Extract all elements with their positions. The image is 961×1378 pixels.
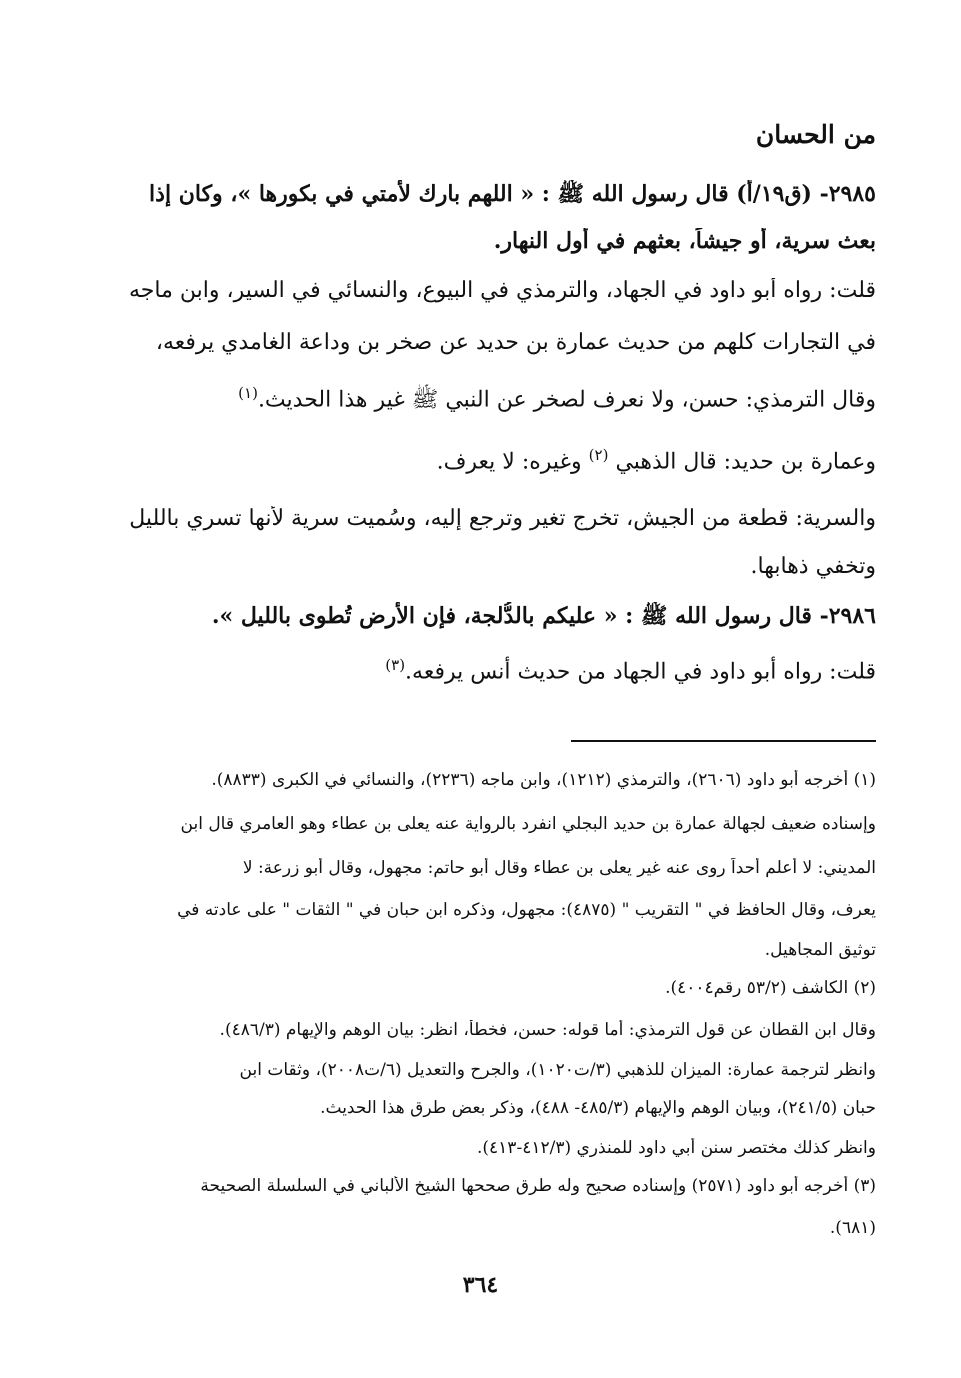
hadith-2985-line-1: ٢٩٨٥- (ق١٩/أ) قال رسول الله ﷺ : « اللهم بارك لأمتي في بكورها »، وكان إذا bbox=[149, 181, 876, 207]
commentary-2985-line-2: في التجارات كلهم من حديث عمارة بن حديد عن صخر بن وداعة الغامدي يرفعه، bbox=[155, 330, 876, 355]
footnote-ref-2: (٢) bbox=[588, 446, 609, 464]
commentary-2985-line-1: قلت: رواه أبو داود في الجهاد، والترمذي في البيوع، والنسائي في السير، وابن ماجه bbox=[129, 278, 876, 303]
commentary-text: وقال الترمذي: حسن، ولا نعرف لصخر عن النبي ﷺ غير هذا الحديث. bbox=[257, 387, 876, 413]
commentary-2986-line-1 bbox=[96, 656, 876, 684]
footnote-1-line-2: وإسناده ضعيف لجهالة عمارة بن حديد البجلي انفرد بالرواية عنه يعلى بن عطاء وهو العامري قال ابن bbox=[180, 814, 876, 834]
footnote-3-line-2: (٦٨١). bbox=[829, 1218, 876, 1238]
section-heading: من الحسان bbox=[755, 120, 876, 149]
page-number: ٣٦٤ bbox=[462, 1272, 499, 1298]
commentary-text: قلت: رواه أبو داود في الجهاد من حديث أنس يرفعه. bbox=[405, 659, 876, 685]
footnote-divider bbox=[571, 740, 876, 742]
footnote-2-line-3: وانظر لترجمة عمارة: الميزان للذهبي (٣/ت١٠٢٠)، والجرح والتعديل (٦/ت٢٠٠٨)، وثقات ابن bbox=[239, 1060, 876, 1080]
footnote-ref-1: (١) bbox=[238, 384, 258, 402]
footnote-3-line-1: (٣) أخرجه أبو داود (٢٥٧١) وإسناده صحيح وله طرق صححها الشيخ الألباني في السلسلة الصحيحة bbox=[200, 1176, 876, 1196]
commentary-text: وعمارة بن حديد: قال الذهبي bbox=[615, 449, 876, 475]
commentary-2985-line-3 bbox=[96, 384, 876, 417]
footnote-1-line-3: المديني: لا أعلم أحداً روى عنه غير يعلى بن عطاء وقال أبو حاتم: مجهول، وقال أبو زرعة: لا bbox=[242, 858, 876, 878]
commentary-2985-line-6: وتخفي ذهابها. bbox=[750, 554, 876, 579]
commentary-text: وغيره: لا يعرف. bbox=[436, 449, 582, 475]
commentary-2985-line-4 bbox=[96, 446, 876, 474]
hadith-2986-line-1: ٢٩٨٦- قال رسول الله ﷺ : « عليكم بالدُّلجة، فإن الأرض تُطوى بالليل ». bbox=[211, 603, 876, 629]
footnote-ref-3: (٣) bbox=[385, 656, 406, 674]
footnote-1-line-4: يعرف، وقال الحافظ في " التقريب " (٤٨٧٥): مجهول، وذكره ابن حبان في " الثقات " على عادته في bbox=[177, 900, 876, 920]
footnote-2-line-5: وانظر كذلك مختصر سنن أبي داود للمنذري (٤١٢/٣-٤١٣). bbox=[477, 1138, 876, 1158]
footnote-1-line-5: توثيق المجاهيل. bbox=[764, 940, 876, 960]
footnote-2-line-4: حبان (٢٤١/٥)، وبيان الوهم والإيهام (٤٨٥/٣- ٤٨٨)، وذكر بعض طرق هذا الحديث. bbox=[320, 1098, 876, 1118]
footnote-2-line-1: (٢) الكاشف (٥٣/٢ رقم٤٠٠٤). bbox=[665, 978, 876, 998]
footnote-1-line-1: (١) أخرجه أبو داود (٢٦٠٦)، والترمذي (١٢١٢)، وابن ماجه (٢٢٣٦)، والنسائي في الكبرى (٨٨٣٣). bbox=[211, 770, 876, 790]
footnote-2-line-2: وقال ابن القطان عن قول الترمذي: أما قوله: حسن، فخطأ، انظر: بيان الوهم والإيهام (٤٨٦/٣). bbox=[219, 1020, 876, 1040]
commentary-2985-line-5: والسرية: قطعة من الجيش، تخرج تغير وترجع إليه، وسُميت سرية لأنها تسري بالليل bbox=[129, 506, 876, 531]
hadith-2985-line-2: بعث سرية، أو جيشاً، بعثهم في أول النهار. bbox=[493, 228, 876, 254]
